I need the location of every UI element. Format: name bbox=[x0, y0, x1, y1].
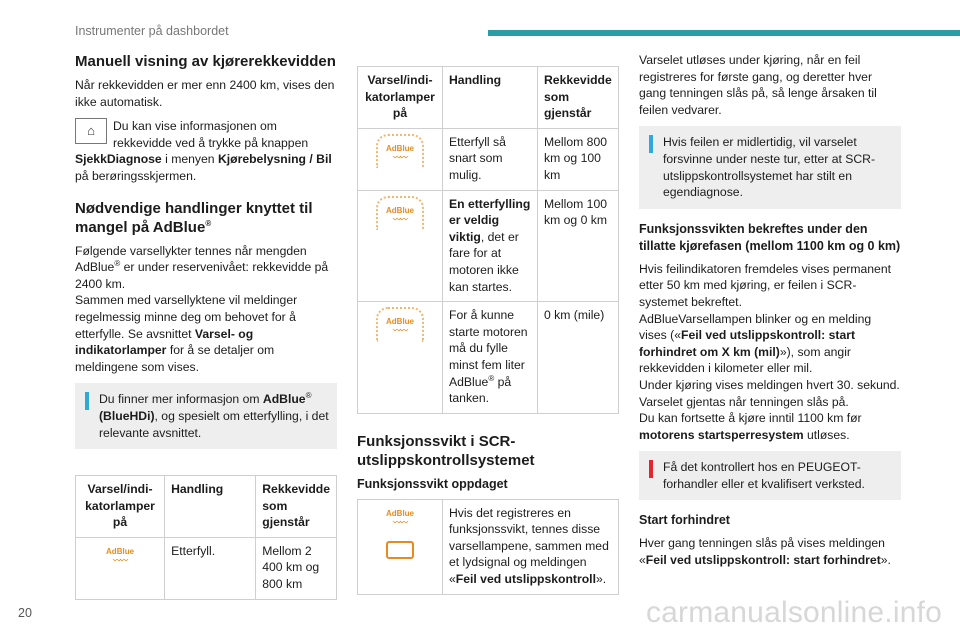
table-header-range: Rekkevidde som gjenstår bbox=[256, 476, 337, 538]
adblue-flashing-icon: AdBlue 〰〰 bbox=[386, 317, 414, 336]
paragraph-start-prevented: Hver gang tenningen slås på vises meldingen «Feil ved utslippskontroll: start forhindret». bbox=[639, 536, 891, 568]
paragraph-manual: Når rekkevidden er mer enn 2400 km, vises den ikke automatisk. bbox=[75, 78, 335, 109]
paragraph-confirmed: Hvis feilindikatoren fremdeles vises permanent etter 50 km med kjøring, er feilen i SCR-systemet bekreftet. AdBlueVarsellampen blinker og en melding vises («Feil ved utslippskontroll: start forhindret om X km (mil)»), som angir rekkevidden i kilometer eller mil. Under kjøring vises meldingen hvert 30. sekund. Varselet gjentas når tenningen slås på. Du kan fortsette å kjøre inntil 1100 km før motorens startsperresystem utløses. bbox=[639, 261, 900, 442]
heading-failure-detected: Funksjonssvikt oppdaget bbox=[357, 476, 508, 491]
paragraph-check-diagnosis: ⌂ Du kan vise informasjonen om rekkevidde ved å trykke på knappen SjekkDiagnose i menyen Kjørebelysning / Bil på berøringsskjermen. bbox=[75, 119, 332, 183]
adblue-flashing-icon: AdBlue 〰〰 bbox=[386, 143, 414, 162]
info-note-temporary: Hvis feilen er midlertidig, vil varselet forsvinne under neste tur, etter at SCR-utslippskontrollsystemet har stilt en egendiagnose. bbox=[639, 126, 901, 208]
warning-note-dealer: Få det kontrollert hos en PEUGEOT-forhandler eller et kvalifisert verksted. bbox=[639, 451, 901, 500]
heading-manual-range: Manuell visning av kjørerekkevidden bbox=[75, 53, 336, 70]
table-header-lamps: Varsel/indi-katorlamper på bbox=[358, 67, 443, 129]
heading-scr-failure: Funksjonssvikt i SCR-utslippskontrollsystemet bbox=[357, 432, 535, 469]
header-accent-bar bbox=[488, 30, 960, 36]
heading-start-prevented: Start forhindret bbox=[639, 513, 730, 528]
paragraph-following-lights: Følgende varsellykter tennes når mengden AdBlue® er under reservenivået: rekkevidde på 2400 km. Sammen med varsellyktene vil meldinger regelmessig minne deg om behovet for å etterfylle. Se avsnittet Varsel- og indikatorlamper for å se detaljer om meldingene som vises. bbox=[75, 243, 329, 374]
table-header-lamps: Varsel/indi-katorlamper på bbox=[76, 476, 165, 538]
running-header: Instrumenter på dashbordet bbox=[75, 24, 229, 38]
car-diagnosis-icon: ⌂ bbox=[75, 118, 107, 144]
info-icon bbox=[85, 392, 89, 410]
info-icon bbox=[649, 135, 653, 153]
table-row: AdBlue 〰〰 For å kunne starte motoren må du fylle minst fem liter AdBlue® på tanken. 0 km (mile) bbox=[358, 302, 619, 414]
column-left bbox=[75, 52, 337, 600]
failure-detected-table bbox=[357, 499, 619, 595]
adblue-warning-icon: AdBlue 〰〰 bbox=[386, 508, 414, 527]
table-row: AdBlue 〰〰 Etterfyll. Mellom 2 400 km og 800 km bbox=[76, 537, 337, 599]
watermark: carmanualsonline.info bbox=[645, 596, 942, 629]
paragraph-warning-trigger: Varselet utløses under kjøring, når en feil registreres for første gang, og deretter hver gang tenningen slås på, så lenge årsaken til feilen vedvarer. bbox=[639, 53, 877, 117]
warning-icon bbox=[649, 460, 653, 478]
column-middle bbox=[357, 66, 619, 595]
heading-failure-confirmed: Funksjonssvikten bekreftes under den tillatte kjørefasen (mellom 1100 km og 0 km) bbox=[639, 221, 901, 253]
warning-table-2 bbox=[357, 66, 619, 414]
info-note-adblue: Du finner mer informasjon om AdBlue® (BlueHDi), og spesielt om etterfylling, i det relevante avsnittet. bbox=[75, 383, 337, 449]
warning-table-1 bbox=[75, 475, 337, 600]
table-header-action: Handling bbox=[443, 67, 538, 129]
menu-path-label: Kjørebelysning / Bil bbox=[217, 152, 332, 167]
table-row: AdBlue 〰〰 Etterfyll så snart som mulig. Mellom 800 km og 100 km bbox=[358, 128, 619, 190]
adblue-flashing-icon: AdBlue 〰〰 bbox=[386, 205, 414, 224]
adblue-warning-icon: AdBlue 〰〰 bbox=[106, 546, 135, 565]
table-row: AdBlue 〰〰 Hvis det registreres en funksjonssvikt, tennes disse varsellampene, sammen med et lydsignal og meldingen «Feil ved utslippskontroll». bbox=[358, 499, 619, 594]
check-diagnosis-label: SjekkDiagnose bbox=[75, 152, 162, 167]
engine-warning-icon bbox=[386, 541, 414, 559]
page-number: 20 bbox=[18, 606, 32, 620]
table-row: AdBlue 〰〰 En etterfylling er veldig viktig, det er fare for at motoren ikke kan startes. Mellom 100 km og 0 km bbox=[358, 190, 619, 302]
table-header-range: Rekkevidde som gjenstår bbox=[538, 67, 619, 129]
heading-adblue-actions: Nødvendige handlinger knyttet til mangel på AdBlue® bbox=[75, 199, 313, 236]
table-header-action: Handling bbox=[165, 476, 256, 538]
column-right bbox=[639, 52, 901, 577]
